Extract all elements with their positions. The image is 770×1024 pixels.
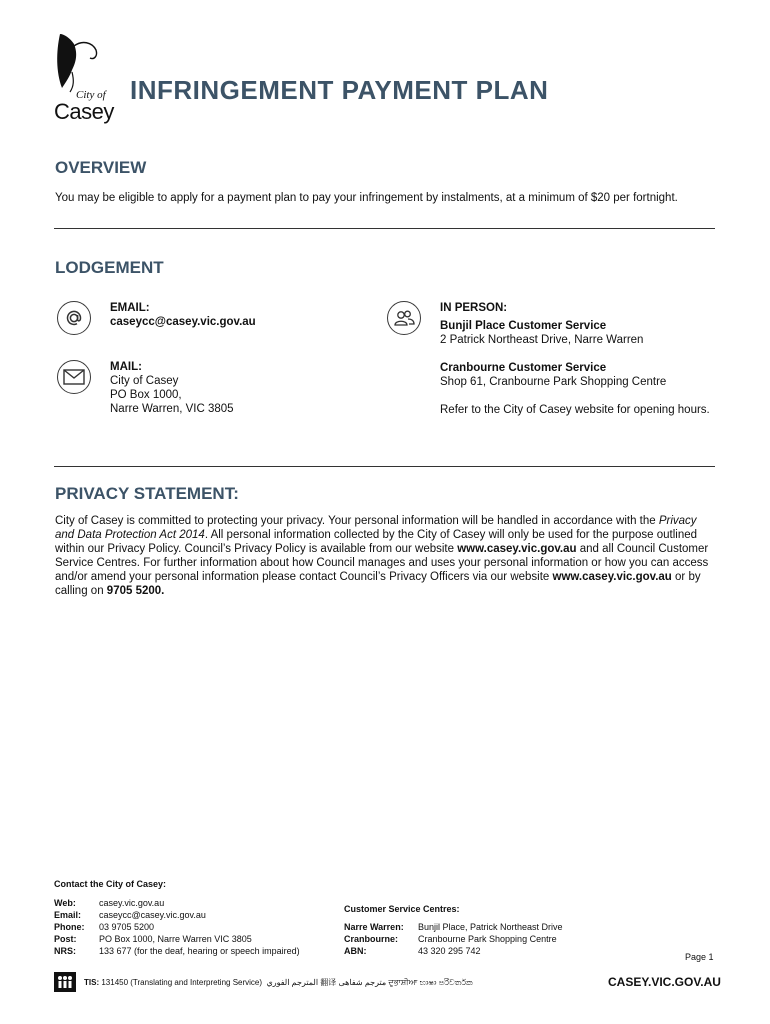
page-number: Page 1 xyxy=(685,952,714,962)
email-label: EMAIL: xyxy=(110,302,150,314)
tis-line: TIS: 131450 (Translating and Interpreting Service) المترجم الفوري 翻译 مترجم شفاهی ਦੁਭਾਸ਼ੀਆ භාෂා පරිවර්තක xyxy=(84,978,473,987)
mail-line: PO Box 1000, xyxy=(110,389,182,401)
act-name: Privacy and Data Protection Act 2014 xyxy=(55,515,697,541)
overview-heading: OVERVIEW xyxy=(55,158,147,177)
envelope-icon xyxy=(57,360,91,394)
language-list: المترجم الفوري 翻译 مترجم شفاهی ਦੁਭਾਸ਼ੀਆ භාෂා පරිවර්තක xyxy=(266,978,473,987)
footer-contacts: Web: casey.vic.gov.au Email: caseycc@casey.vic.gov.au Phone: 03 9705 5200 Post: PO Box 1000, Narre Warren VIC 3805 NRS: 133 677 (for the deaf, hearing or speech impaired) xyxy=(54,898,300,956)
divider xyxy=(54,228,715,229)
privacy-heading: PRIVACY STATEMENT: xyxy=(55,484,239,503)
phone-number: 9705 5200. xyxy=(106,585,165,597)
mail-label: MAIL: xyxy=(110,361,142,373)
lodgement-heading: LODGEMENT xyxy=(55,258,164,277)
opening-hours-note: Refer to the City of Casey website for opening hours. xyxy=(440,404,710,416)
mail-line: City of Casey xyxy=(110,375,179,387)
people-icon xyxy=(54,972,76,992)
in-person-label: IN PERSON: xyxy=(440,302,508,314)
page-title: INFRINGEMENT PAYMENT PLAN xyxy=(130,75,549,105)
people-icon xyxy=(387,301,421,335)
website-link[interactable]: www.casey.vic.gov.au xyxy=(457,543,577,555)
footer-centres: Narre Warren: Bunjil Place, Patrick Northeast Drive Cranbourne: Cranbourne Park Shopping Centre ABN: 43 320 295 742 xyxy=(344,922,563,956)
centre-address: Shop 61, Cranbourne Park Shopping Centre xyxy=(440,376,667,388)
overview-text: You may be eligible to apply for a payment plan to pay your infringement by instalments, at a minimum of $20 per fortnight. xyxy=(55,192,678,204)
footer-centres-heading: Customer Service Centres: xyxy=(344,904,460,914)
email-address: caseycc@casey.vic.gov.au xyxy=(110,316,256,328)
logo-casey: Casey xyxy=(54,99,114,124)
centre-name: Bunjil Place Customer Service xyxy=(440,320,607,332)
divider xyxy=(54,466,715,467)
at-icon xyxy=(57,301,91,335)
mail-line: Narre Warren, VIC 3805 xyxy=(110,403,234,415)
footer-website[interactable]: CASEY.VIC.GOV.AU xyxy=(608,975,721,989)
footer-contact-heading: Contact the City of Casey: xyxy=(54,879,167,889)
centre-name: Cranbourne Customer Service xyxy=(440,362,607,374)
centre-address: 2 Patrick Northeast Drive, Narre Warren xyxy=(440,334,644,346)
logo-city-of: City of xyxy=(76,89,106,101)
privacy-text: City of Casey is committed to protecting your privacy. Your personal information will be handled in accordance with the Privacy and Data Protection Act 2014. All personal information collected by the City of Casey will only be used for the purpose outlined within our Privacy Policy. Council’s Privacy Policy is available from our website www.casey.vic.gov.au and all Council Customer Service Centres. For further information about how Council manages and uses your personal information or how you can access and/or amend your personal information please contact Council’s Privacy Officers via our website www.casey.vic.gov.au or by calling on 9705 5200. xyxy=(55,515,709,597)
website-link[interactable]: www.casey.vic.gov.au xyxy=(552,571,672,583)
